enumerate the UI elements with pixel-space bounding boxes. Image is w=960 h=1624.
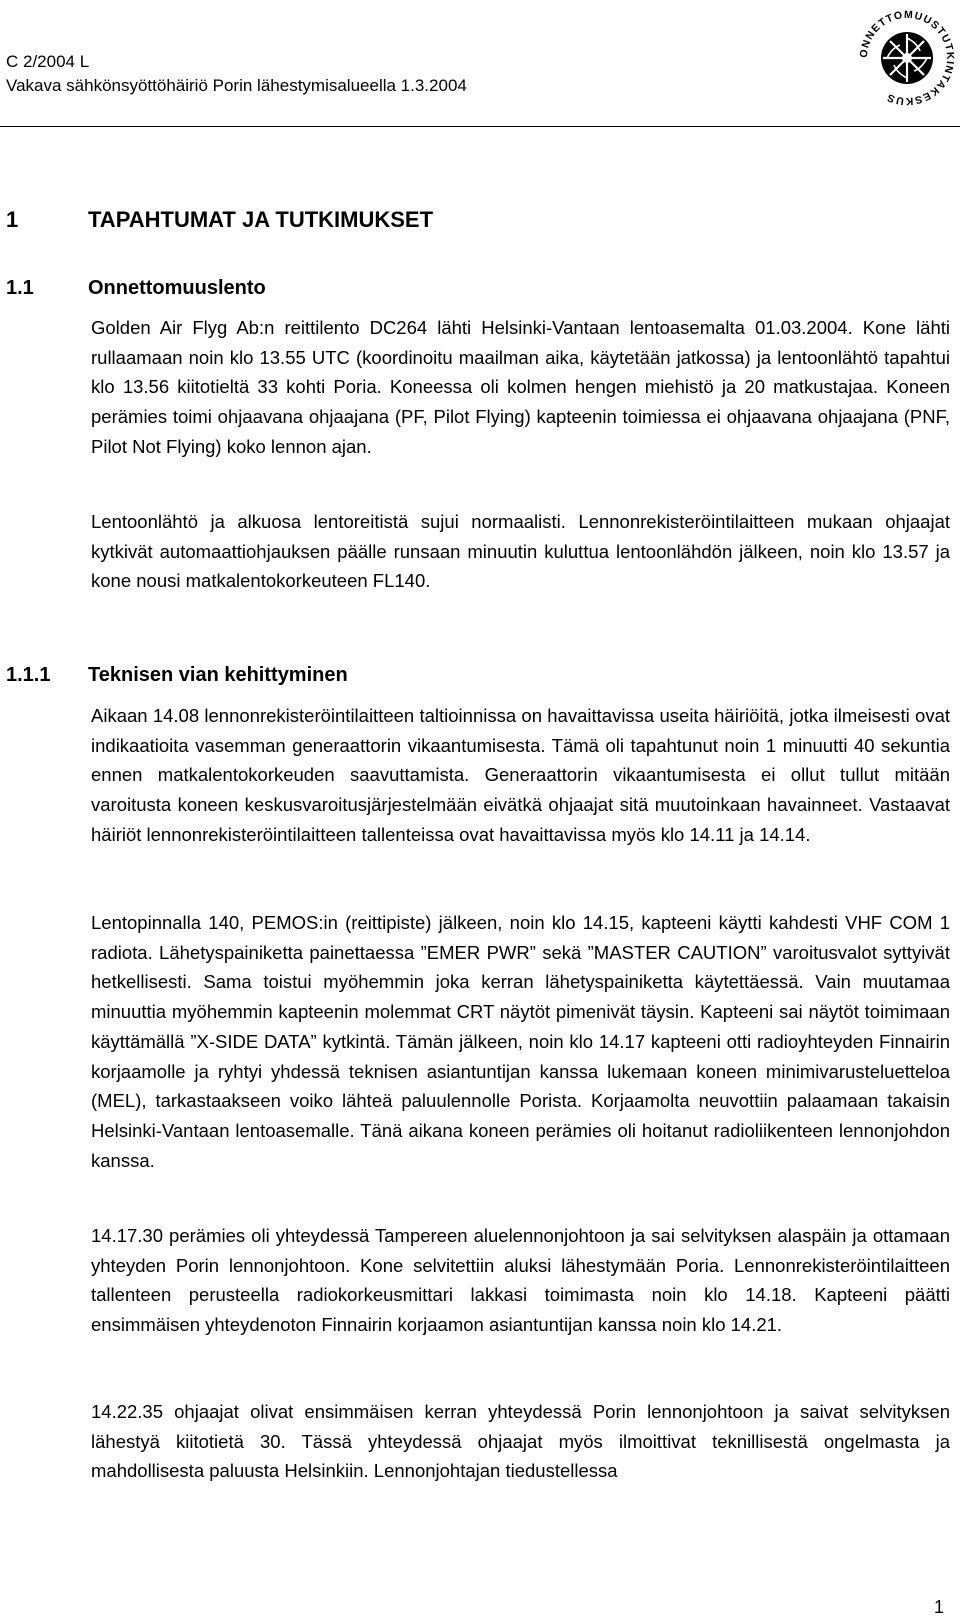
paragraph-flight-departure: Golden Air Flyg Ab:n reittilento DC264 lähti Helsinki-Vantaan lentoasemalta 01.03.2004. Kone lähti rullaamaan noin klo 13.55 UTC (koordinoitu maailman aika, käytetään jatkossa) ja lentoonlähtö tapahtui klo 13.56 kiitotieltä 33 kohti Poria. Koneessa oli kolmen hengen miehistö ja 20 matkustajaa. Koneen perämies toimi ohjaavana ohjaajana (PF, Pilot Flying) kapteenin toimiessa ei ohjaavana ohjaajana (PNF, Pilot Not Flying) koko lennon ajan. bbox=[91, 317, 950, 457]
paragraph-takeoff-climb: Lentoonlähtö ja alkuosa lentoreitistä sujui normaalisti. Lennonrekisteröintilaitteen mukaan ohjaajat kytkivät automaattiohjauksen päälle runsaan minuutin kuluttua lentoonlähdön jälkeen, noin klo 13.57 ja kone nousi matkalentokorkeuteen FL140. bbox=[91, 511, 950, 592]
section-title: TAPAHTUMAT JA TUTKIMUKSET bbox=[88, 207, 434, 232]
svg-text:ONNETTOMUUSTUTKINTAKESKUS: ONNETTOMUUSTUTKINTAKESKUS bbox=[857, 8, 957, 108]
paragraph-generator-fault: Aikaan 14.08 lennonrekisteröintilaitteen taltioinnissa on havaittavissa useita häiriöitä, jotka ilmeisesti ovat indikaatioita vasemman generaattorin vikaantumisesta. Tämä oli tapahtunut noin 1 minuutti 40 sekuntia ennen matkalentokorkeuden saavuttamista. Generaattorin vikaantumisesta ei ollut tullut mitään varoitusta koneen keskusvaroitusjärjestelmään eivätkä ohjaajat sitä muutoinkaan havainneet. Vastaavat häiriöt lennonrekisteröintilaitteen tallenteissa ovat havaittavissa myös klo 14.11 ja 14.14. bbox=[91, 705, 950, 845]
page-header bbox=[6, 50, 467, 98]
section-heading-1-1 bbox=[6, 277, 266, 300]
paragraph-pori-contact: 14.22.35 ohjaajat olivat ensimmäisen kerran yhteydessä Porin lennonjohtoon ja saivat selvityksen lähestyä kiitotietä 30. Tässä yhteydessä ohjaajat myös ilmoittivat teknillisestä ongelmasta ja mahdollisesta paluusta Helsinkiin. Lennonjohtajan tiedustellessa bbox=[91, 1401, 950, 1482]
onnettomuustutkintakeskus-logo bbox=[854, 5, 960, 111]
section-number: 1.1 bbox=[6, 277, 34, 299]
section-heading-1 bbox=[6, 207, 433, 233]
section-number: 1.1.1 bbox=[6, 664, 51, 686]
page-number: 1 bbox=[934, 1597, 945, 1617]
section-title: Onnettomuuslento bbox=[88, 277, 266, 299]
header-divider bbox=[0, 126, 960, 127]
paragraph-radio-warnings: Lentopinnalla 140, PEMOS:in (reittipiste) jälkeen, noin klo 14.15, kapteeni käytti kahdesti VHF COM 1 radiota. Lähetyspainiketta painettaessa ”EMER PWR” sekä ”MASTER CAUTION” varoitusvalot syttyivät hetkellisesti. Sama toistui myöhemmin joka kerran lähetyspainiketta käytettäessä. Vain muutamaa minuuttia myöhemmin kapteenin molemmat CRT näytöt pimenivät täysin. Kapteeni sai näytöt toimimaan käyttämällä ”X-SIDE DATA” kytkintä. Tämän jälkeen, noin klo 14.17 kapteeni otti radioyhteyden Finnairin korjaamolle ja ryhtyi yhdessä teknisen asiantuntijan kanssa lukemaan koneen minimivarusteluetteloa (MEL), tarkastaakseen voiko lähteä paluulennolle Porista. Korjaamolta neuvottiin palaamaan takaisin Helsinki-Vantaan lentoasemalle. Tänä aikana koneen perämies oli hoitanut radioliikenteen lennonjohdon kanssa. bbox=[91, 912, 950, 1171]
section-title: Teknisen vian kehittyminen bbox=[88, 664, 348, 686]
document-title: Vakava sähkönsyöttöhäiriö Porin lähestymisalueella 1.3.2004 bbox=[6, 76, 467, 95]
section-number: 1 bbox=[6, 207, 19, 232]
section-heading-1-1-1 bbox=[6, 664, 348, 687]
document-id: C 2/2004 L bbox=[6, 52, 90, 71]
paragraph-tampere-contact: 14.17.30 perämies oli yhteydessä Tampereen aluelennonjohtoon ja sai selvityksen alaspäin ja ottamaan yhteyden Porin lennonjohtoon. Kone selvitettiin aluksi lähestymään Poria. Lennonrekisteröintilaitteen tallenteen perusteella radiokorkeusmittari lakkasi toimimasta noin klo 14.18. Kapteeni päätti ensimmäisen yhteydenoton Finnairin korjaamon asiantuntijan kanssa noin klo 14.21. bbox=[91, 1225, 950, 1336]
